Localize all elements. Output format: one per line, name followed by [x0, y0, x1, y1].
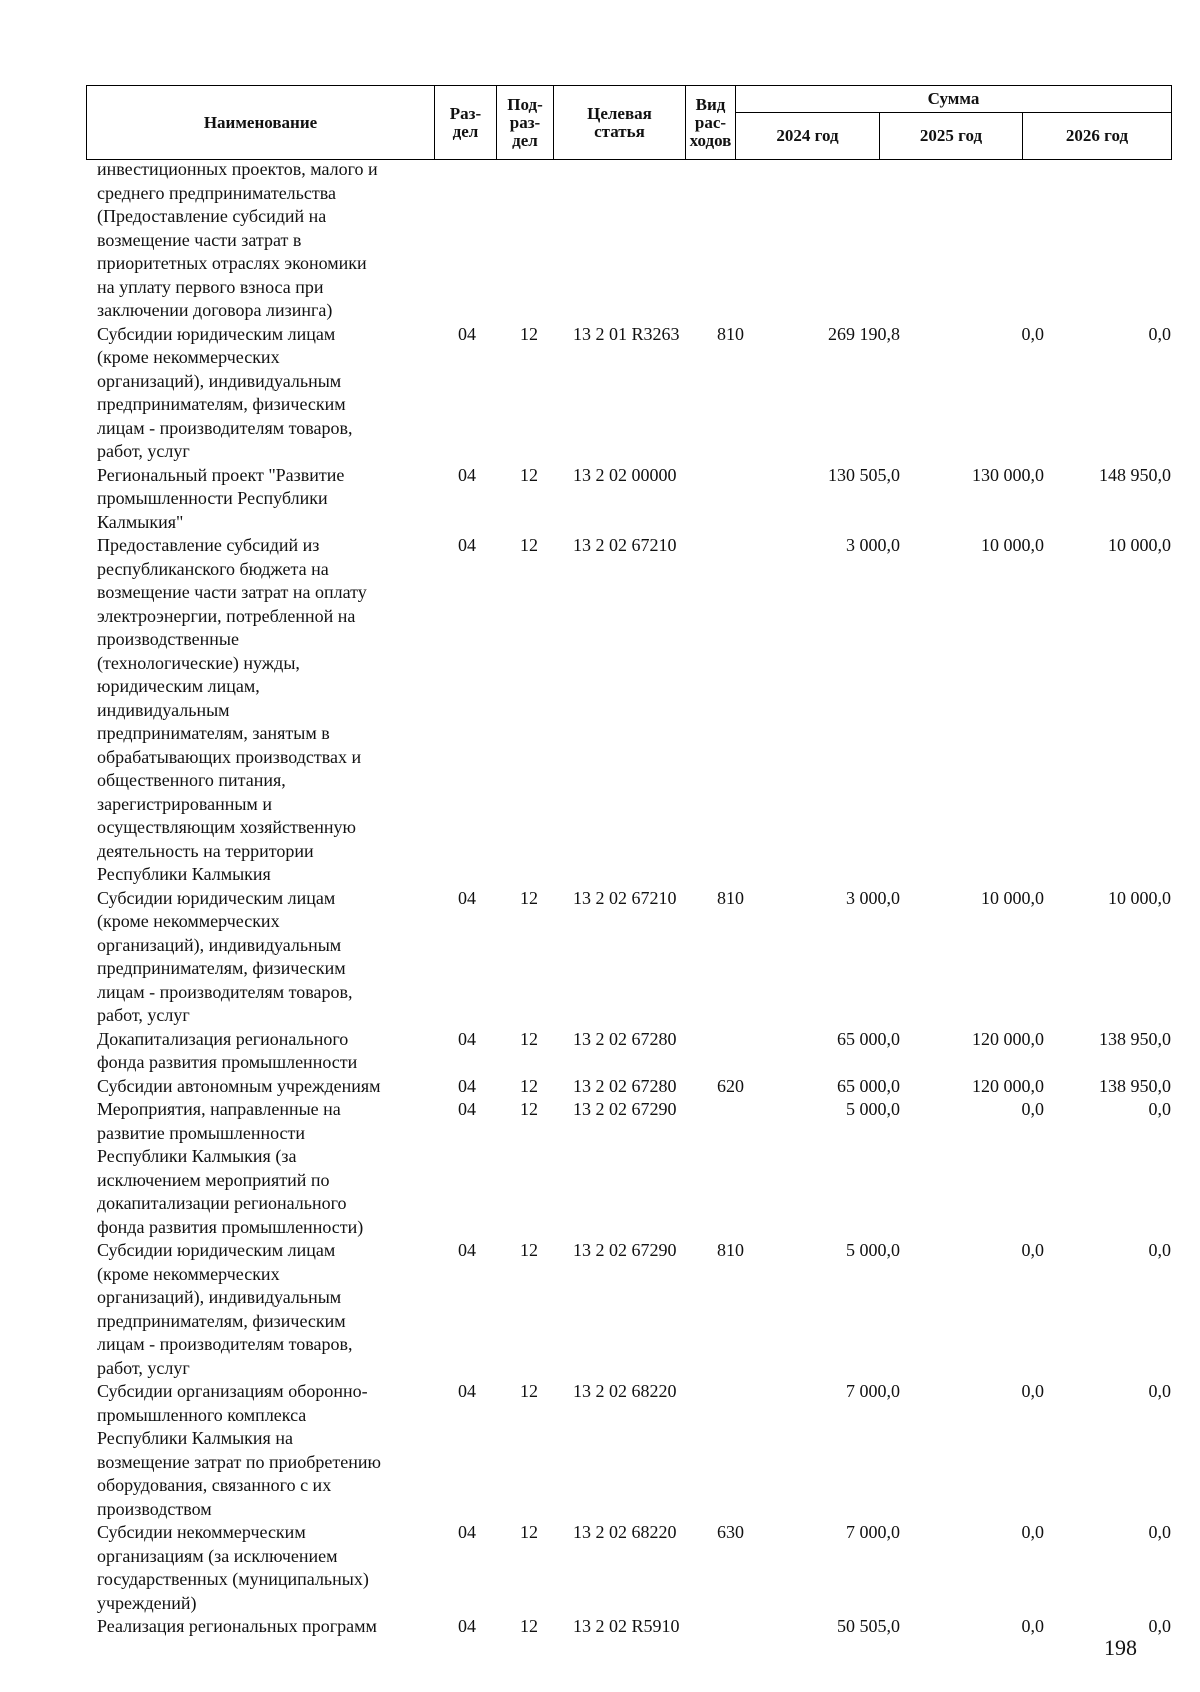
sum-2024-cell: 3 000,0 [846, 535, 900, 555]
sum-2026-cell: 0,0 [1148, 1522, 1171, 1542]
celevaya-statya-cell: 13 2 02 67210 [573, 535, 677, 555]
sum-2025-cell: 0,0 [1021, 1099, 1044, 1119]
header-year-2025: 2025 год [880, 113, 1023, 160]
table-row [0, 1380, 1200, 1521]
razdel-cell: 04 [458, 1240, 476, 1260]
vid-rashodov-cell: 810 [717, 323, 744, 344]
sum-2026-cell: 10 000,0 [1108, 887, 1171, 908]
header-summa: Сумма [736, 86, 1172, 113]
celevaya-statya-cell: 13 2 02 68220 [573, 1522, 677, 1542]
sum-2026-cell: 0,0 [1148, 1099, 1171, 1119]
sum-2025-cell: 10 000,0 [981, 887, 1044, 908]
sum-2024-cell: 65 000,0 [837, 1028, 900, 1049]
sum-2026-cell: 138 950,0 [1099, 1075, 1171, 1096]
podrazdel-cell: 12 [520, 1028, 538, 1049]
sum-2025-cell: 0,0 [1021, 323, 1044, 344]
sum-2026-cell: 148 950,0 [1099, 464, 1171, 485]
razdel-cell: 04 [458, 1522, 476, 1542]
table-row [0, 1028, 1200, 1075]
podrazdel-cell: 12 [520, 1381, 538, 1401]
sum-2026-cell: 0,0 [1148, 1616, 1171, 1636]
row-name: инвестиционных проектов, малого и среднего предпринимательства (Предоставление субсидий на возмещение части затрат в приоритетных отраслях экономики на уплату первого взноса при заключении договора лизинга) [97, 159, 378, 320]
header-podrazdel: Под- раз- дел [497, 86, 554, 160]
sum-2025-cell: 0,0 [1021, 1240, 1044, 1260]
sum-2024-cell: 50 505,0 [837, 1616, 900, 1636]
row-name: Региональный проект "Развитие промышленности Республики Калмыкия" [97, 464, 345, 532]
vid-rashodov-cell: 810 [717, 887, 744, 908]
razdel-cell: 04 [458, 323, 476, 344]
razdel-cell: 04 [458, 1028, 476, 1049]
vid-rashodov-cell: 620 [717, 1075, 744, 1096]
podrazdel-cell: 12 [520, 1075, 538, 1096]
table-body [0, 158, 1200, 1639]
vid-rashodov-cell: 810 [717, 1240, 744, 1260]
header-celevaya: Целевая статья [554, 86, 686, 160]
row-name: Докапитализация регионального фонда развития промышленности [97, 1028, 358, 1072]
header-year-2026: 2026 год [1023, 113, 1172, 160]
podrazdel-cell: 12 [520, 323, 538, 344]
sum-2026-cell: 0,0 [1148, 323, 1171, 344]
sum-2025-cell: 0,0 [1021, 1381, 1044, 1401]
celevaya-statya-cell: 13 2 02 67280 [573, 1075, 677, 1096]
celevaya-statya-cell: 13 2 02 68220 [573, 1381, 677, 1401]
celevaya-statya-cell: 13 2 02 67280 [573, 1028, 677, 1049]
table-row [0, 887, 1200, 1028]
row-name: Субсидии организациям оборонно- промышленного комплекса Республики Калмыкия на возмещение затрат по приобретению оборудования, связанного с их производством [97, 1381, 381, 1519]
row-name: Субсидии юридическим лицам (кроме некоммерческих организаций), индивидуальным предпринимателям, физическим лицам - производителям товаров, работ, услуг [97, 887, 353, 1025]
razdel-cell: 04 [458, 1616, 476, 1636]
row-name: Субсидии юридическим лицам (кроме некоммерческих организаций), индивидуальным предпринимателям, физическим лицам - производителям товаров, работ, услуг [97, 323, 353, 461]
sum-2025-cell: 130 000,0 [972, 464, 1044, 485]
table-row [0, 1075, 1200, 1099]
row-name: Субсидии автономным учреждениям [97, 1075, 381, 1096]
table-row [0, 1239, 1200, 1380]
row-name: Мероприятия, направленные на развитие промышленности Республики Калмыкия (за исключением мероприятий по докапитализации регионального фонда развития промышленности) [97, 1099, 364, 1237]
table-row [0, 323, 1200, 464]
header-vid: Вид рас- ходов [686, 86, 736, 160]
page-number: 198 [1104, 1635, 1137, 1660]
row-name: Предоставление субсидий из республиканского бюджета на возмещение части затрат на оплату электроэнергии, потребленной на производственные (технологические) нужды, юридическим лицам, индивидуальным предпринимателям, занятым в обрабатывающих производствах и общественного питания, зарегистрированным и осуществляющим хозяйственную деятельность на территории Республики Калмыкия [97, 535, 367, 884]
sum-2026-cell: 0,0 [1148, 1381, 1171, 1401]
podrazdel-cell: 12 [520, 887, 538, 908]
razdel-cell: 04 [458, 1075, 476, 1096]
sum-2024-cell: 5 000,0 [846, 1240, 900, 1260]
celevaya-statya-cell: 13 2 02 R5910 [573, 1616, 680, 1636]
celevaya-statya-cell: 13 2 02 00000 [573, 464, 677, 485]
razdel-cell: 04 [458, 887, 476, 908]
sum-2026-cell: 138 950,0 [1099, 1028, 1171, 1049]
celevaya-statya-cell: 13 2 02 67290 [573, 1099, 677, 1119]
header-razdel: Раз- дел [435, 86, 497, 160]
razdel-cell: 04 [458, 535, 476, 555]
sum-2026-cell: 0,0 [1148, 1240, 1171, 1260]
sum-2024-cell: 3 000,0 [846, 887, 900, 908]
sum-2024-cell: 7 000,0 [846, 1381, 900, 1401]
table-row [0, 158, 1200, 323]
razdel-cell: 04 [458, 1381, 476, 1401]
row-name: Субсидии некоммерческим организациям (за исключением государственных (муниципальных) учреждений) [97, 1522, 369, 1613]
sum-2024-cell: 5 000,0 [846, 1099, 900, 1119]
podrazdel-cell: 12 [520, 1240, 538, 1260]
sum-2025-cell: 0,0 [1021, 1522, 1044, 1542]
sum-2024-cell: 65 000,0 [837, 1075, 900, 1096]
header-name: Наименование [87, 86, 435, 160]
row-name: Субсидии юридическим лицам (кроме некоммерческих организаций), индивидуальным предпринимателям, физическим лицам - производителям товаров, работ, услуг [97, 1240, 353, 1378]
table-header [86, 85, 1172, 160]
row-name: Реализация региональных программ [97, 1616, 377, 1636]
podrazdel-cell: 12 [520, 535, 538, 555]
sum-2025-cell: 120 000,0 [972, 1028, 1044, 1049]
sum-2026-cell: 10 000,0 [1108, 535, 1171, 555]
sum-2025-cell: 0,0 [1021, 1616, 1044, 1636]
podrazdel-cell: 12 [520, 1099, 538, 1119]
sum-2024-cell: 269 190,8 [828, 323, 900, 344]
razdel-cell: 04 [458, 464, 476, 485]
sum-2025-cell: 10 000,0 [981, 535, 1044, 555]
celevaya-statya-cell: 13 2 02 67210 [573, 887, 677, 908]
podrazdel-cell: 12 [520, 1616, 538, 1636]
vid-rashodov-cell: 630 [717, 1522, 744, 1542]
podrazdel-cell: 12 [520, 1522, 538, 1542]
sum-2024-cell: 130 505,0 [828, 464, 900, 485]
sum-2024-cell: 7 000,0 [846, 1522, 900, 1542]
table-row [0, 1098, 1200, 1239]
celevaya-statya-cell: 13 2 02 67290 [573, 1240, 677, 1260]
table-row [0, 534, 1200, 887]
celevaya-statya-cell: 13 2 01 R3263 [573, 323, 680, 344]
podrazdel-cell: 12 [520, 464, 538, 485]
razdel-cell: 04 [458, 1099, 476, 1119]
table-row [0, 1521, 1200, 1615]
header-year-2024: 2024 год [736, 113, 880, 160]
sum-2025-cell: 120 000,0 [972, 1075, 1044, 1096]
table-row [0, 1615, 1200, 1639]
table-row [0, 464, 1200, 535]
